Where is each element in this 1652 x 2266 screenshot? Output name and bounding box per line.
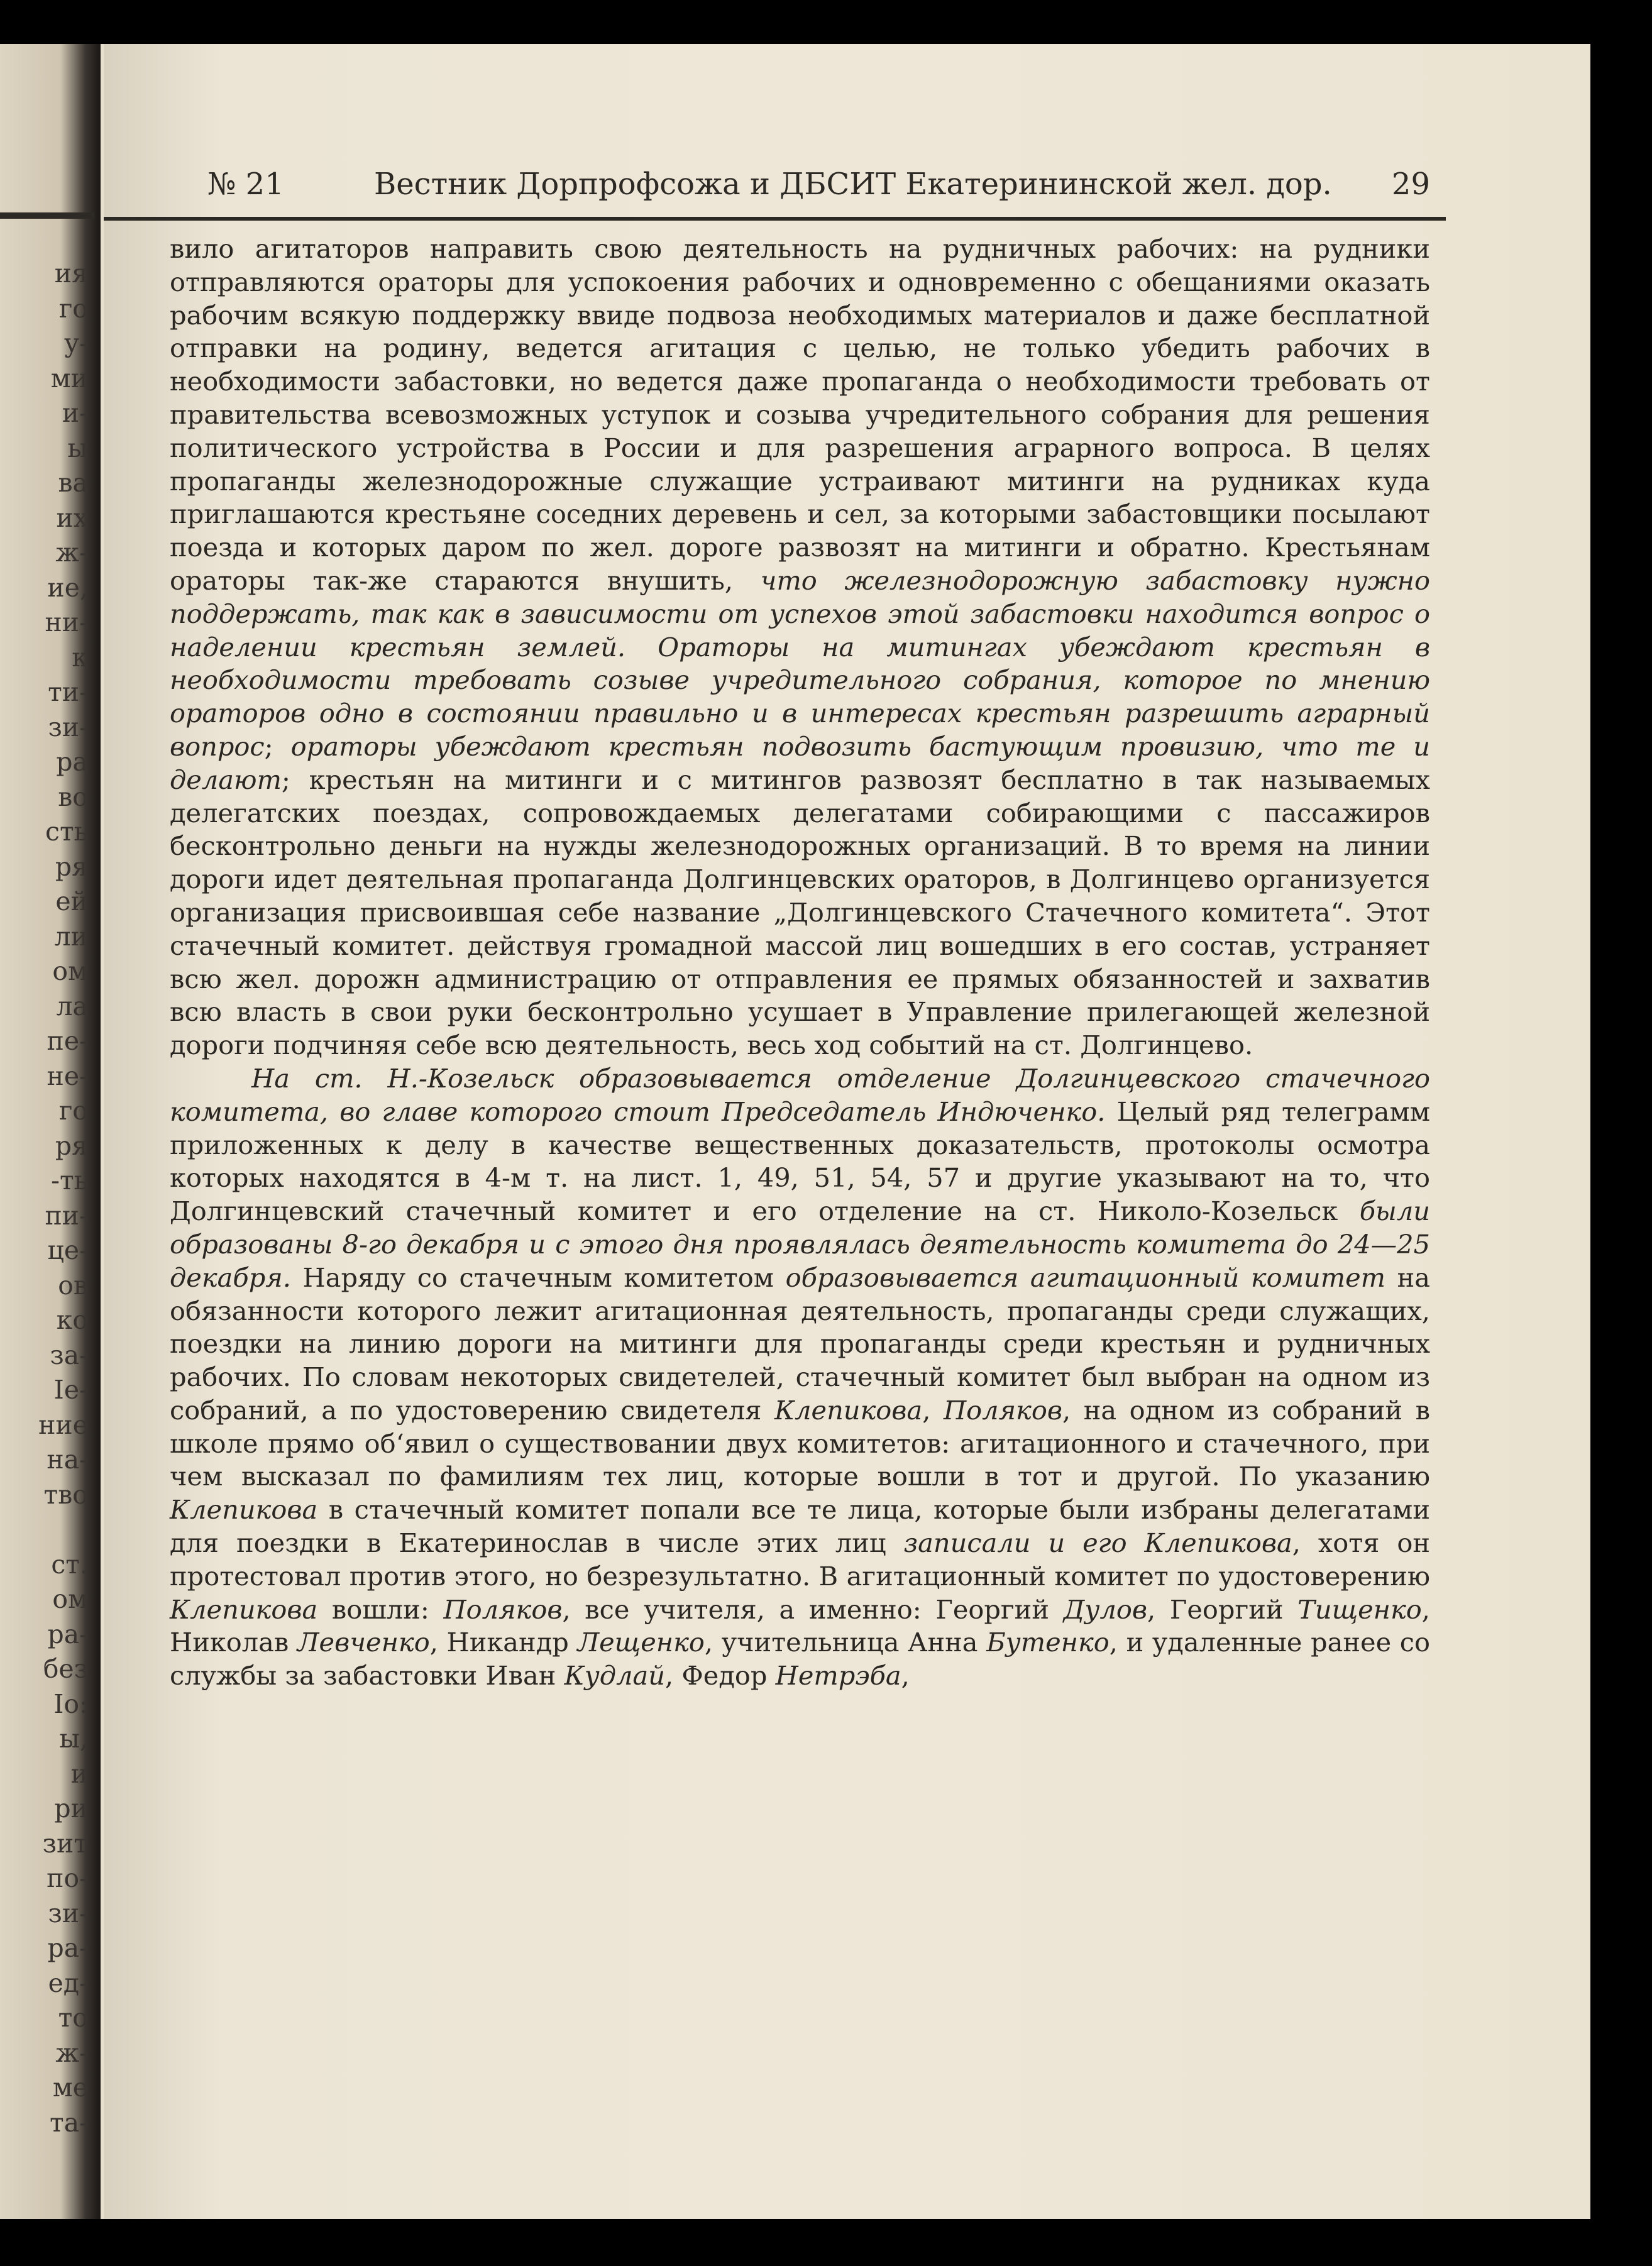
left-fragment: ы	[67, 432, 88, 463]
left-fragment: сть	[45, 817, 88, 847]
left-fragment: ед-	[48, 1967, 88, 1998]
italic-run: Кудлай	[564, 1660, 665, 1691]
left-fragment: во	[58, 781, 88, 812]
text-run: , Николав	[170, 1593, 1430, 1658]
italic-run: Клепикова	[170, 1593, 318, 1625]
left-fragment: к	[72, 642, 88, 673]
text-run: на обязанности которого лежит агитационная деятельность, пропаганды среди служащих, поездки на линию дороги на митинги для пропаганды среди крестьян и рудничных рабочих. По словам некоторых свидетелей, стачечный комитет был выбран на одном из собраний, а по удостоверению свидетеля	[170, 1262, 1430, 1426]
left-fragment: Ie-	[53, 1375, 88, 1405]
left-fragment: ей	[55, 886, 88, 916]
text-run: , и удаленные ранее со службы за забастовки Иван	[170, 1627, 1431, 1691]
left-fragment: и-	[62, 398, 88, 428]
left-page-rule	[0, 212, 94, 219]
paragraph-1	[170, 233, 1430, 1062]
text-run: ,	[922, 1394, 944, 1426]
text-run: , Федор	[664, 1660, 776, 1691]
left-fragment: и	[70, 1758, 88, 1789]
text-run: в стачечный комитет попали все те лица, которые были избраны делегатами для поездки в Екатеринослав в числе этих лиц	[170, 1494, 1430, 1559]
article-body	[170, 233, 1430, 1693]
text-run: , хотя он протестовал против этого, но безрезультатно. В агитационный комитет по удостоверению	[170, 1527, 1430, 1592]
text-run: Наряду со стачечным комитетом	[290, 1262, 786, 1293]
text-run: , на одном из собраний в школе прямо об‘явил о существовании двух комитетов: агитационного и стачечного, при чем высказал по фамилиям тех лиц, которые вошли в тот и другой. По указанию	[170, 1394, 1430, 1492]
book-spread	[0, 44, 1590, 2219]
left-fragment: ом	[52, 956, 88, 986]
left-fragment: ми	[50, 363, 88, 393]
italic-run: Бутенко	[986, 1627, 1110, 1658]
text-run: ;	[264, 730, 291, 762]
left-fragment: ом	[52, 1584, 88, 1614]
italic-run: Поляков	[443, 1593, 563, 1625]
paragraph-2	[170, 1062, 1430, 1693]
italic-run: Левченко	[297, 1627, 430, 1658]
left-fragment: то	[58, 2003, 88, 2033]
left-fragment: у-	[64, 328, 88, 358]
italic-run: Тищенко	[1297, 1593, 1422, 1625]
text-run: , все учителя, а именно: Георгий	[562, 1593, 1064, 1625]
left-fragment: на-	[47, 1444, 88, 1475]
left-fragment: го	[58, 293, 88, 324]
left-fragment: не-	[47, 1060, 88, 1091]
italic-run: Дулов	[1063, 1593, 1148, 1625]
left-fragment: ри	[54, 1793, 88, 1823]
italic-run: Клепикова	[170, 1494, 318, 1526]
text-run: вошли:	[317, 1593, 444, 1625]
italic-run: Поляков	[943, 1394, 1062, 1426]
left-fragment: ме	[52, 2072, 88, 2103]
italic-run: ораторы убеждают крестьян подвозить бастующим провизию, что те и делают	[170, 730, 1430, 795]
italic-run: На ст. Н.-Козельск образовывается отделение Долгинцевского стачечного комитета, во главе которого стоит Председатель Индюченко.	[170, 1062, 1430, 1127]
italic-run: были образованы 8-го декабря и с этого дня проявлялась деятельность комитета до 24—25 декабря.	[170, 1196, 1430, 1293]
italic-run: Нетрэба	[775, 1660, 901, 1691]
italic-run: записали и его Клепикова	[903, 1527, 1292, 1559]
header-rule	[104, 217, 1446, 221]
left-fragment: ти-	[48, 677, 88, 707]
left-fragment: ра-	[47, 1933, 88, 1963]
left-page-edge	[0, 44, 101, 2219]
left-fragment: зит	[42, 1828, 88, 1859]
left-fragment: ко	[56, 1305, 88, 1335]
italic-run: Лещенко	[577, 1627, 705, 1658]
italic-run: Клепикова	[774, 1394, 923, 1426]
left-fragment: ла	[56, 991, 88, 1021]
left-fragment: Io:	[53, 1688, 88, 1719]
left-fragment: ра	[56, 747, 88, 777]
text-run: вило агитаторов направить свою деятельность на рудничных рабочих: на рудники отправляются ораторы для успокоения рабочих и одновременно с обещаниями оказать рабочим всякую поддержку ввиде подвоза необходимых материалов и даже бесплатной отправки на родину, ведется агитация с целью, не только убедить рабочих в необходимости забастовки, но ведется даже пропаганда о необходимости требовать от правительства всевозможных уступок и созыва учредительного собрания для решения политического устройства в России и для разрешения аграрного вопроса. В целях пропаганды железнодорожные служащие устраивают митинги на рудниках куда приглашаются крестьяне соседних деревень и сел, за которыми забастовщики посылают поезда и которых даром по жел. дороге развозят на митинги и обратно. Крестьянам ораторы так-же стараются внушить,	[170, 233, 1430, 596]
left-fragment: зи-	[48, 712, 88, 742]
text-run: Целый ряд телеграмм приложенных к делу в качестве вещественных доказательств, протоколы осмотра которых находятся в 4-м т. на лист. 1, 49, 51, 54, 57 и другие указывают на то, что Долгинцевский стачечный комитет и его отделение на ст. Николо-Козельск	[170, 1096, 1430, 1227]
left-fragment: ря	[55, 1130, 88, 1161]
issue-number: № 21	[207, 167, 284, 202]
left-fragment: ие,	[47, 572, 88, 603]
left-fragment: ия	[54, 258, 88, 289]
left-fragment: го	[58, 1096, 88, 1126]
left-fragment: за-	[50, 1339, 88, 1370]
left-fragment: пи-	[45, 1200, 88, 1231]
left-fragment: тво	[43, 1479, 88, 1510]
journal-title: Вестник Дорпрофсожа и ДБСИТ Екатерининской жел. дор.	[374, 167, 1332, 202]
italic-run: что железнодорожную забастовку нужно поддержать, так как в зависимости от успехов этой забастовки находится вопрос о наделении крестьян землей. Ораторы на митингах убеждают крестьян в необходимости требовать созыве учредительного собрания, которое по мнению ораторов одно в состоянии правильно и в интересах крестьян разрешить аграрный вопрос	[170, 564, 1430, 762]
left-fragment: ж-	[55, 2037, 88, 2068]
left-fragment: ни-	[45, 607, 88, 637]
page-number: 29	[1391, 167, 1430, 202]
text-run: , Георгий	[1147, 1593, 1298, 1625]
left-fragment: це-	[47, 1235, 88, 1265]
left-fragment: та-	[50, 2107, 88, 2138]
left-fragment: ы,	[59, 1724, 88, 1754]
page-header	[104, 167, 1443, 211]
left-fragment: ж-	[55, 537, 88, 568]
left-fragment: ра-	[47, 1619, 88, 1649]
left-fragment: ов	[58, 1270, 88, 1301]
left-fragment: ли	[54, 921, 88, 952]
left-fragment: ние	[38, 1409, 88, 1440]
italic-run: образовывается агитационный комитет	[785, 1262, 1386, 1293]
text-run: ; крестьян на митинги и с митингов развозят бесплатно в так называемых делегатских поездах, сопровождаемых делегатами собирающими с пассажиров бесконтрольно деньги на нужды железнодорожных организаций. В то время на линии дороги идет деятельная пропаганда Долгинцевских ораторов, в Долгинцево организуется организация присвоившая себе название „Долгинцевского Стачечного комитета“. Этот стачечный комитет. действуя громадной массой лиц вошедших в его состав, устраняет всю жел. дорожн администрацию от отправления ее прямых обязанностей и захватив всю власть в свои руки бесконтрольно усушает в Управление прилегающей железной дороги подчиняя себе всю деятельность, весь ход событий на ст. Долгинцево.	[170, 764, 1430, 1061]
left-fragment: ст.	[51, 1549, 88, 1580]
left-fragment: зи-	[48, 1898, 88, 1928]
text-run: , Никандр	[429, 1627, 578, 1658]
left-fragment: их	[56, 502, 88, 533]
left-fragment: -ть	[51, 1165, 88, 1196]
left-fragment: по-	[47, 1863, 88, 1893]
left-fragment: ва	[58, 468, 88, 498]
left-fragment: без	[43, 1654, 88, 1684]
text-run: ,	[901, 1660, 910, 1691]
left-fragment: ря	[55, 851, 88, 882]
left-fragment: пе-	[47, 1026, 88, 1056]
text-run: , учительница Анна	[704, 1627, 987, 1658]
